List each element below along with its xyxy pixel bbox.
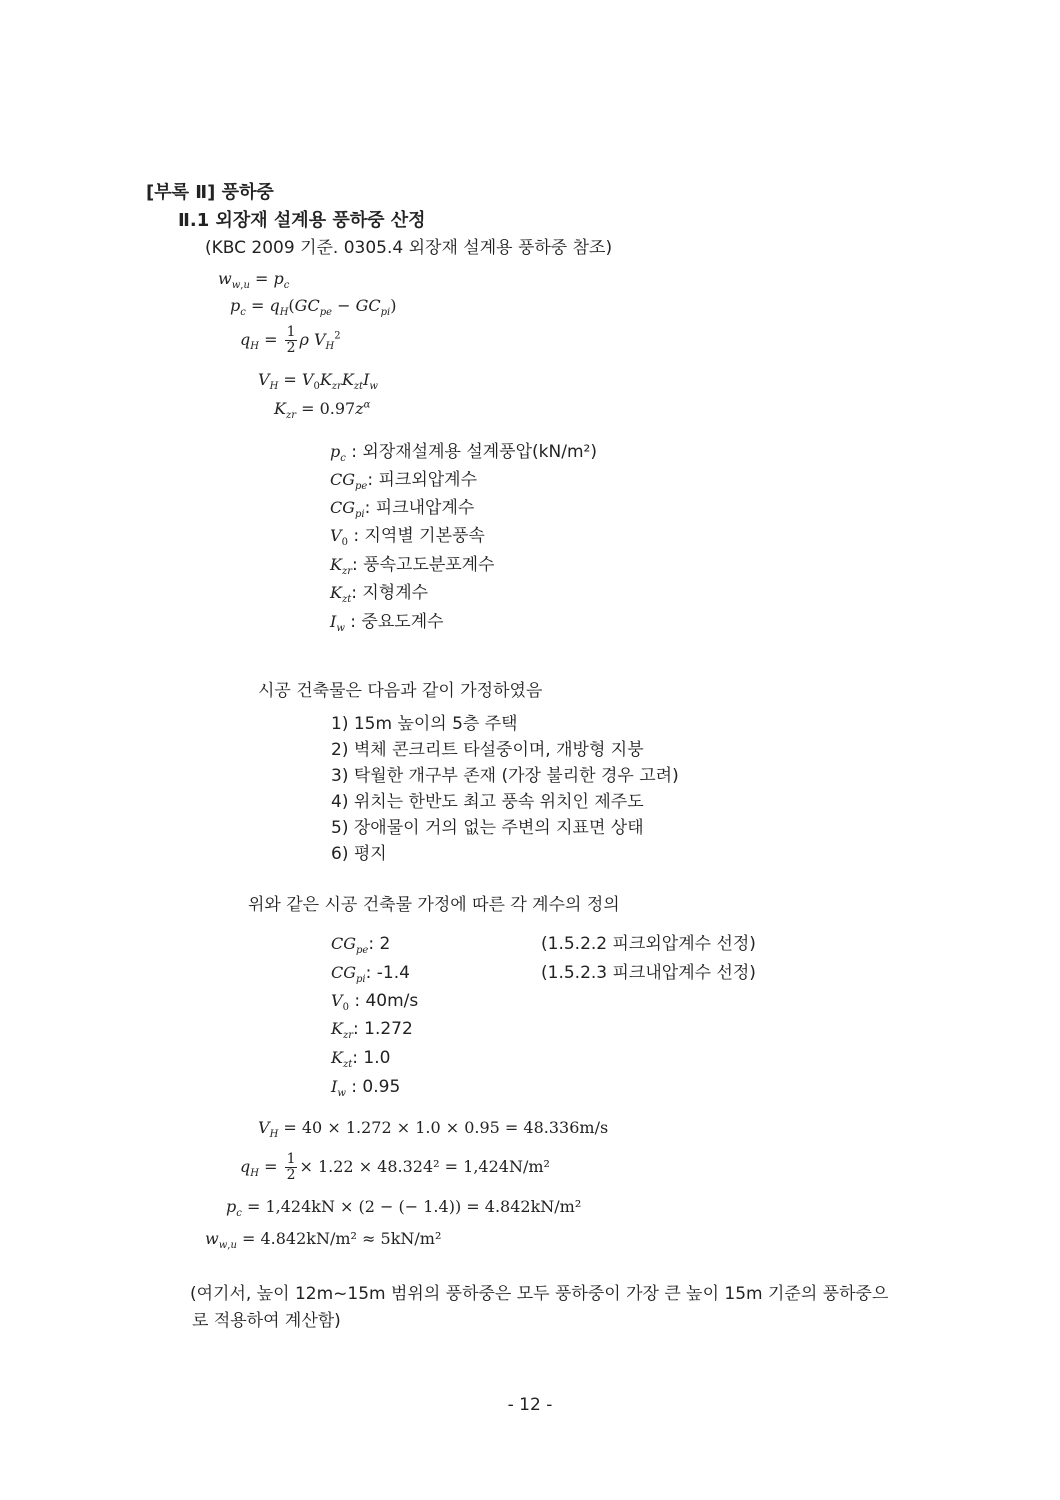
coef-intro: 위와 같은 시공 건축물 가정에 따른 각 계수의 정의	[248, 895, 620, 915]
coef-v0: $V_0$ : 40m/s	[331, 991, 419, 1014]
calc-pc: $p_c = 1,424kN \times (2$ − (− 1.4)) = 4.842kN/m²	[226, 1197, 582, 1220]
assumption-item: 5) 장애물이 거의 없는 주변의 지표면 상태	[331, 818, 644, 838]
coef-iw: $I_w$ : 0.95	[331, 1077, 401, 1100]
coef-cgpi-note: (1.5.2.3 피크내압계수 선정)	[541, 963, 756, 983]
assumption-item: 6) 평지	[331, 844, 387, 864]
appendix-title: [부록 Ⅱ] 풍하중	[146, 182, 274, 203]
formula-kzr: $K_{zr} = 0.97z^\alpha$	[274, 399, 371, 422]
definition-cgpe: $CG_{pe}$: 피크외압계수	[330, 470, 478, 493]
definition-pc: $p_c$ : 외장재설계용 설계풍압(kN/m²)	[330, 442, 597, 465]
assumption-item: 2) 벽체 콘크리트 타설중이며, 개방형 지붕	[331, 740, 644, 760]
calc-vh: $V_H = 40 \times 1.272 \times 1.0 \times 0.95 = 48.336m/s$	[258, 1118, 609, 1141]
coef-kzr: $K_{zr}$: 1.272	[331, 1019, 413, 1042]
formula-vh: $V_H = V_0K_{zr}K_{zt}I_w$	[258, 370, 378, 393]
page-number: - 12 -	[507, 1395, 553, 1415]
definition-v0: $V_0$ : 지역별 기본풍속	[330, 526, 485, 549]
assumption-item: 4) 위치는 한반도 최고 풍속 위치인 제주도	[331, 792, 644, 812]
calc-qh: $q_H$ = $\frac{1}{2}$ × 1.22 × 48.324² = 1,424N/m²	[240, 1151, 550, 1183]
footnote-line: 로 적용하여 계산함)	[192, 1311, 341, 1331]
definition-cgpi: $CG_{pi}$: 피크내압계수	[330, 498, 475, 521]
coef-cgpe: $CG_{pe}$: 2	[331, 934, 391, 957]
coef-cgpi: $CG_{pi}$: -1.4	[331, 963, 410, 986]
assumption-item: 3) 탁월한 개구부 존재 (가장 불리한 경우 고려)	[331, 766, 679, 786]
assumption-intro: 시공 건축물은 다음과 같이 가정하였음	[258, 681, 543, 701]
coef-kzt: $K_{zt}$: 1.0	[331, 1048, 391, 1071]
coef-cgpe-note: (1.5.2.2 피크외압계수 선정)	[541, 934, 756, 954]
reference-note: (KBC 2009 기준. 0305.4 외장재 설계용 풍하중 참조)	[205, 238, 613, 258]
definition-kzt: $K_{zt}$: 지형계수	[330, 583, 429, 606]
assumption-item: 1) 15m 높이의 5층 주택	[331, 714, 518, 734]
formula-pc: $p_c = q_H(GC_{pe} - GC_{pi})$	[230, 296, 397, 319]
formula-wwu: $w_{w,u} = p_c$	[218, 269, 290, 292]
definition-kzr: $K_{zr}$: 풍속고도분포계수	[330, 555, 495, 578]
footnote-line: (여기서, 높이 12m~15m 범위의 풍하중은 모두 풍하중이 가장 큰 높이 15m 기준의 풍하중으	[190, 1284, 889, 1304]
section-title: Ⅱ.1 외장재 설계용 풍하중 산정	[178, 210, 426, 231]
definition-iw: $I_w$ : 중요도계수	[330, 612, 444, 635]
calc-wwu: $w_{w,u} = 4.842kN/m^2 \approx 5kN/m^2$	[205, 1229, 442, 1252]
formula-qh: $q_H$ = $\frac{1}{2}$ ρ $V_H^2$	[240, 324, 341, 356]
